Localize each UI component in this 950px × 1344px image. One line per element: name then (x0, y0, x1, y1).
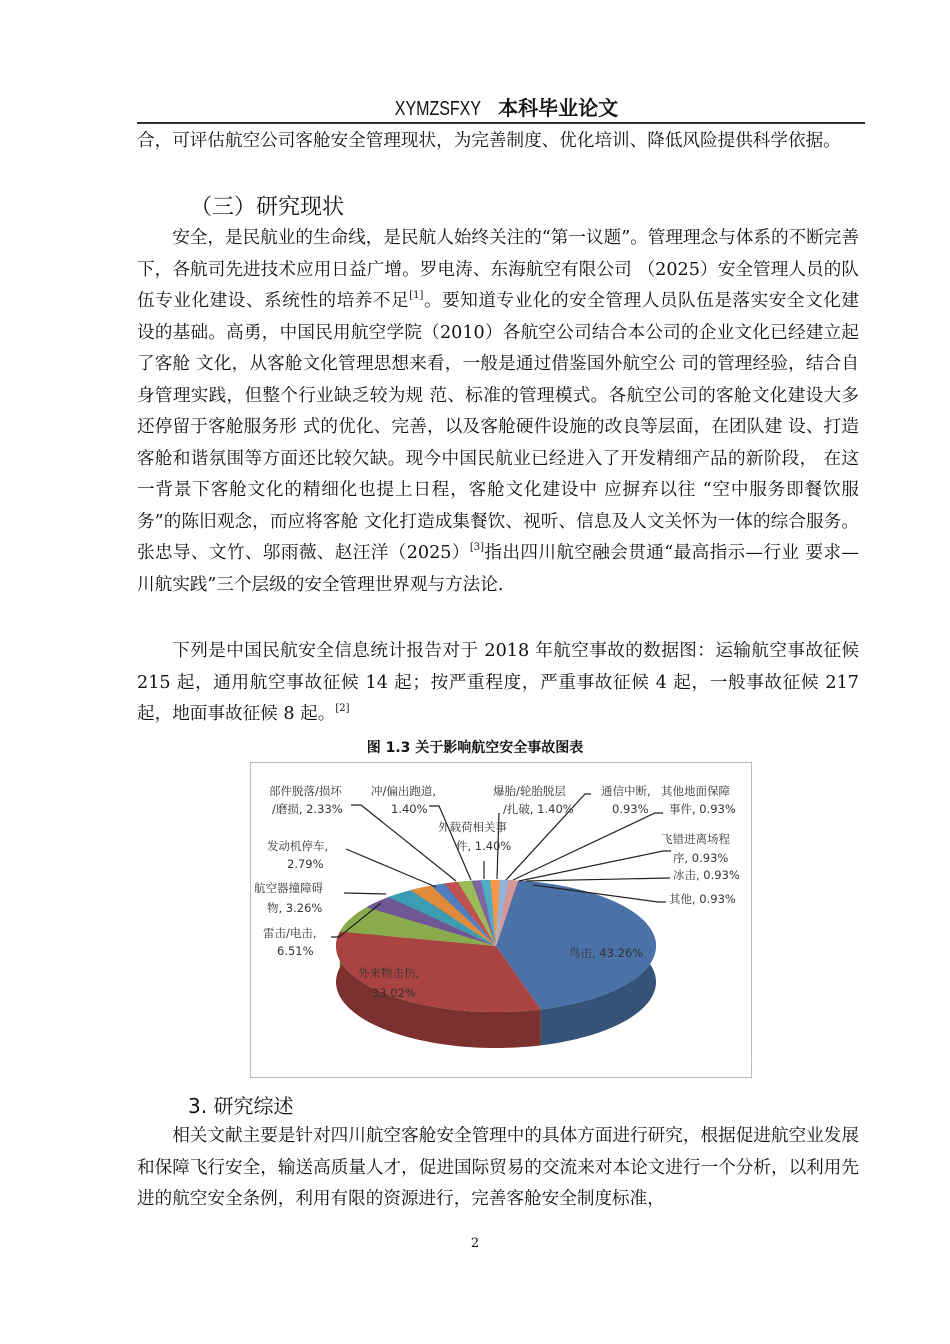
header-title: 本科毕业论文 (498, 96, 619, 120)
figure-caption: 图 1.3 关于影响航空安全事故图表 (366, 740, 584, 756)
label-external-load-value: 件, 1.40% (456, 839, 512, 853)
label-runway: 冲/偏出跑道, (371, 784, 437, 798)
label-tire: 爆胎/轮胎脱层 (493, 784, 566, 798)
label-ground: 其他地面保障 (661, 784, 730, 798)
leader-line (513, 813, 663, 880)
citation: [1] (409, 290, 424, 301)
leader-line (344, 893, 386, 894)
label-runway-value: 1.40% (391, 802, 428, 816)
label-comm: 通信中断, (601, 784, 651, 798)
leader-line (526, 878, 670, 881)
label-procedure-value: 序, 0.93% (673, 851, 729, 865)
label-fod-value: 33.02% (372, 986, 416, 1000)
subsection-heading: 3. 研究综述 (188, 1094, 294, 1118)
text: 。要知道专业化的安全管理人员队伍是落实安全文化建 设的基础。高勇，中国民用航空学院（2010）各航空公司结合本公司的企业文化已经建立起了客舱 文化，从客舱文化管理思想来看，一般是通过借鉴国外航空公 司的管理经验，结合自身管理实践，但整个行业缺乏较为规 范、标准的管理模式。各航空公司的客舱文化建设大多还停留于客舱服务形 式的优化、完善，以及客舱硬件设施的改良等层面，在团队建 设、打造客舱和谐氛围等方面还比较欠缺。现今中国民航业已经进入了开发精细产品的新阶段， 在这一背景下客舱文化的精细化也提上日程，客舱文化建设中 应摒弃以往 “空中服务即餐饮服务”的陈旧观念，而应将客舱 文化打造成集餐饮、视听、信息及人文关怀为一体的综合服务。张忠导、文竹、邬雨薇、赵汪洋（2025） (137, 291, 859, 563)
citation: [3] (469, 542, 485, 553)
page-number: 2 (470, 1236, 480, 1251)
label-obstacle-value: 物, 3.26% (267, 901, 323, 915)
label-obstacle: 航空器撞障碍 (254, 881, 323, 895)
section-heading: （三）研究现状 (190, 195, 345, 220)
label-tire-value: /扎破, 1.40% (503, 802, 574, 816)
citation: [2] (335, 703, 350, 714)
label-engine: 发动机停车, (267, 839, 329, 853)
paragraph-review: 相关文献主要是针对四川航空客舱安全管理中的具体方面进行研究，根据促进航空业发展和保障飞行安全，输送高质量人才，促进国际贸易的交流来对本论文进行一个分析，以利用先进的航空安全条例，利用有限的资源进行，完善客舱安全制度标准， (137, 1126, 859, 1209)
text: 指出四川航空融会贯通“最高指示—行业 要求—川航实践”三个层级的安全管理世界观与方法论. (137, 543, 860, 595)
watermark: 民航资源网 CARNOC.com (273, 1050, 426, 1064)
paragraph-status (137, 223, 859, 601)
header-latin: XYMZSFXY (394, 98, 481, 120)
label-lightning: 雷击/电击, (263, 926, 317, 940)
label-engine-value: 2.79% (287, 857, 324, 871)
paragraph-continued: 合，可评估航空公司客舱安全管理现状，为完善制度、优化培训、降低风险提供科学依据。 (137, 131, 841, 151)
label-ground-value: 事件, 0.93% (669, 802, 736, 816)
label-birdstrike: 鸟击, 43.26% (569, 946, 644, 960)
paragraph-data (137, 636, 859, 731)
text: 安全，是民航业的生命线，是民航人始终关注的“第一议题”。管理理念与体系的不断完善下，各航司先进技术应用日益广增。罗电涛、东海航空有限公司 （2025）安全管理人员的队伍专业化建设、系统性的培养不足 (137, 228, 859, 311)
label-parts-value: /磨损, 2.33% (272, 802, 343, 816)
label-lightning-value: 6.51% (277, 944, 314, 958)
pie-chart-svg (251, 763, 772, 1077)
label-comm-value: 0.93% (612, 802, 649, 816)
leader-line (351, 805, 456, 881)
pie-chart (250, 762, 772, 1078)
label-parts: 部件脱落/损坏 (269, 784, 342, 798)
label-external-load: 外载荷相关事 (438, 820, 507, 834)
label-other: 其他, 0.93% (669, 892, 736, 906)
page-header (137, 94, 865, 124)
text: 下列是中国民航安全信息统计报告对于 2018 年航空事故的数据图：运输航空事故征候 215 起，通用航空事故征候 14 起；按严重程度，严重事故征候 4 起，一般事故征候 217 起，地面事故征候 8 起。 (137, 641, 859, 724)
watermark: 民航资源网 CARNOC.com (619, 1050, 772, 1064)
label-fod: 外来物击伤, (358, 966, 420, 980)
label-ice: 冰击, 0.93% (673, 868, 740, 882)
label-procedure: 飞错进离场程 (661, 832, 730, 846)
